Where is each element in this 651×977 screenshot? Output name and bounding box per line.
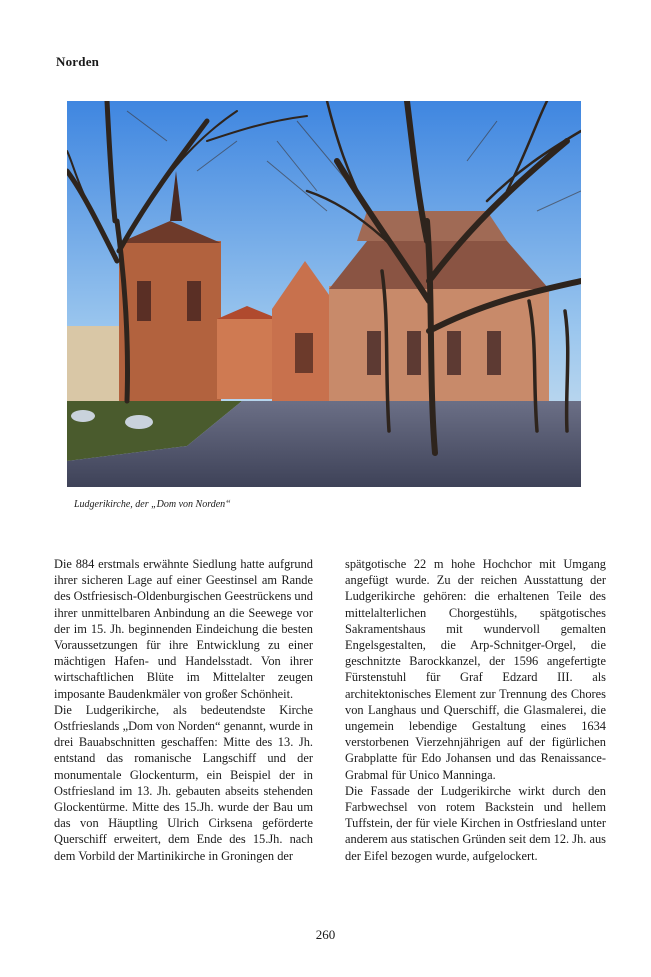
paragraph: Die Fassade der Ludgerikirche wirkt durch den Farbwechsel von rotem Backstein und hellem Tuffstein, der für viele Kirchen in Ostfriesland unter anderem aus statischen Gründen seit dem 12. Jh. aus der Eifel bezogen wurde, aufgelockert. xyxy=(345,783,606,863)
left-column xyxy=(54,556,313,864)
page-number: 260 xyxy=(315,927,336,942)
paragraph: Die Ludgerikirche, als bedeutendste Kirche Ostfrieslands „Dom von Norden“ genannt, wurde in drei Bauabschnitten geschaffen: Mitte des 13. Jh. entstand das romanische Langschiff und der monumentale Glockenturm, ein Beispiel der in Ostfriesland im 13. Jh. gebauten abseits stehenden Glockentürme. Mitte des 15.Jh. wurde der Bau um das von Häuptling Ulrich Cirksena geförderte Querschiff erweitert, dem Ende des 15.Jh. nach dem Vorbild der Martinikirche in Groningen der xyxy=(54,702,313,863)
section-title: Norden xyxy=(56,54,100,69)
right-column xyxy=(345,556,606,864)
paragraph: spätgotische 22 m hohe Hochchor mit Umgang angefügt wurde. Zu der reichen Ausstattung der Ludgerikirche gehören: die erhaltenen Teile des mittelalterlichen Chorgestühls, spätgotisches Sakramentshaus mit wundervoll gemalten Engelsgestalten, die Arp-Schnitger-Orgel, die geschnitzte Barockkanzel, der 1596 angefertigte Fürstenstuhl für Graf Edzard III. als architektonisches Element zur Trennung des Chores von Langhaus und Querschiff, die Glasmalerei, die ungemein lebendige Gestaltung eines 1634 verstorbenen Vierzehnjährigen auf der figürlichen Grabplatte für Edo Johansen und das Renaissance-Grabmal für Unico Manninga. xyxy=(345,557,606,782)
photo-caption: Ludgerikirche, der „Dom von Norden“ xyxy=(74,499,231,510)
church-photo xyxy=(67,101,581,487)
paragraph: Die 884 erstmals erwähnte Siedlung hatte aufgrund ihrer sicheren Lage auf einer Geestinsel am Rande des Ostfriesisch-Oldenburgischen Geestrückens und ihrer unmittelbaren Anbindung an die Seewege vor der im 15. Jh. beginnenden Eindeichung die besten Voraussetzungen für ihre Entwicklung zu einer mächtigen Hafen- und Handelsstadt. Von ihrer wirtschaftlichen Blüte im Mittelalter zeugen imposante Baudenkmäler von großer Schönheit. xyxy=(54,557,313,701)
